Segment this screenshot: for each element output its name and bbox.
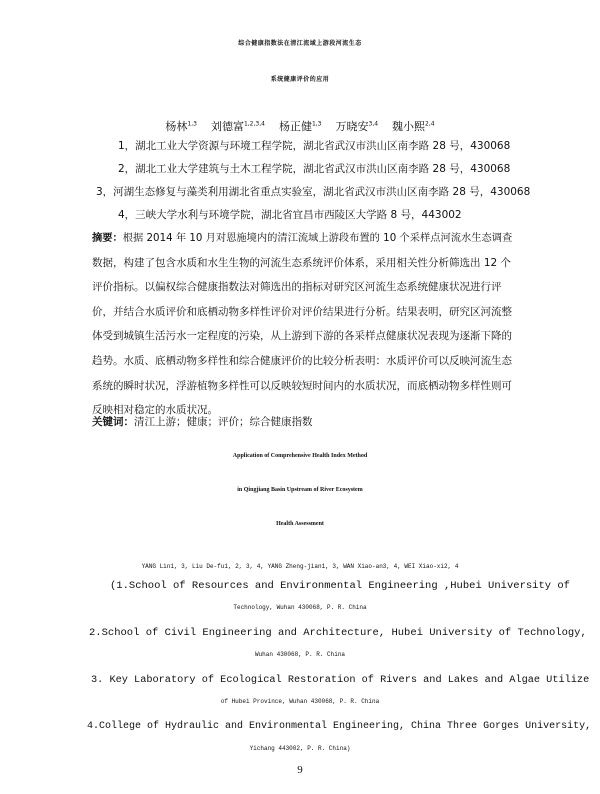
title-cn-line2: 系统健康评价的应用 — [270, 76, 330, 83]
authors-cn — [0, 118, 600, 134]
abstract-line: 数据，构建了包含水质和水生生物的河流生态系统评价体系，采用相关性分析筛选出 12 个 — [92, 256, 512, 269]
author-cn: 杨林 — [165, 120, 188, 133]
affiliation-en-4a: 4.College of Hydraulic and Environmental Engineering, China Three Gorges University, — [87, 721, 592, 732]
keywords-label: 关键词： — [92, 416, 134, 428]
author-cn: 刘德富 — [210, 120, 244, 133]
abstract-line: 评价指标。以偏权综合健康指数法对筛选出的指标对研究区河流生态系统健康状况进行评 — [92, 281, 502, 294]
title-cn-line1: 综合健康指数法在清江流域上游段河流生态 — [238, 40, 362, 47]
author-cn-sup: 1,2,3,4 — [243, 120, 265, 128]
author-cn: 杨正健 — [278, 120, 312, 133]
abstract-line: 反映相对稳定的水质状况。 — [92, 404, 218, 417]
title-en-line1: Application of Comprehensive Health Index Method — [232, 453, 368, 459]
abstract-line: 体受到城镇生活污水一定程度的污染，从上游到下游的各采样点健康状况表现为逐渐下降的 — [92, 330, 512, 343]
author-cn: 魏小熙 — [392, 120, 426, 133]
author-cn-sup: 3,4 — [368, 120, 379, 128]
affiliation-en-3a: 3. Key Laboratory of Ecological Restoration of Rivers and Lakes and Algae Utilize — [91, 674, 590, 686]
affiliation-en-1b: Technology, Wuhan 430068, P. R. China — [233, 604, 367, 611]
abstract-label: 摘要： — [92, 232, 123, 244]
authors-en: YANG Lin1, 3, Liu De-fu1, 2, 3, 4, YANG Zheng-jian1, 3, WAN Xiao-an3, 4, WEI Xiao-xi2, 4 — [141, 563, 459, 570]
affiliation-en-4b: Yichang 443002, P. R. China) — [249, 745, 351, 752]
author-cn-sup: 1,3 — [311, 120, 322, 128]
abstract-cn — [92, 226, 512, 423]
keywords-cn — [92, 414, 313, 429]
page-number: 9 — [297, 764, 303, 776]
abstract-line: 价，并结合水质评价和底栖动物多样性评价对评价结果进行分析。结果表明，研究区河流整 — [92, 305, 512, 318]
affiliation-cn-4: 4，三峡大学水利与环境学院，湖北省宜昌市西陵区大学路 8 号，443002 — [118, 209, 462, 221]
abstract-text: 根据 2014 年 10 月对恩施境内的清江流域上游段布置的 10 个采样点河流水生态调查 — [122, 232, 513, 244]
keywords-text: 清江上游；健康；评价；综合健康指数 — [134, 416, 313, 428]
abstract-line: 系统的瞬时状况，浮游植物多样性可以反映较短时间内的水质状况，而底栖动物多样性则可 — [92, 379, 512, 392]
abstract-line — [92, 226, 512, 251]
affiliation-cn-3: 3，河湖生态修复与藻类利用湖北省重点实验室，湖北省武汉市洪山区南李路 28 号，430068 — [96, 186, 531, 198]
abstract-line: 趋势。水质、底栖动物多样性和综合健康评价的比较分析表明：水质评价可以反映河流生态 — [92, 354, 512, 367]
affiliation-en-3b: of Hubei Province, Wuhan 430068, P. R. China — [220, 698, 380, 705]
author-cn-sup: 1,3 — [187, 120, 197, 128]
title-en-line2: in Qingjiang Basin Upstream of River Ecosystem — [237, 487, 363, 493]
affiliation-en-2b: Wuhan 430068, P. R. China — [254, 651, 345, 658]
affiliation-cn-2: 2，湖北工业大学建筑与土木工程学院，湖北省武汉市洪山区南李路 28 号，430068 — [118, 163, 511, 175]
affiliation-en-2a: 2.School of Civil Engineering and Architecture, Hubei University of Technology, — [89, 627, 587, 639]
author-cn-sup: 2,4 — [425, 120, 435, 128]
affiliation-en-1a: (1.School of Resources and Environmental Engineering ,Hubei University of — [110, 580, 570, 592]
affiliation-cn-1: 1，湖北工业大学资源与环境工程学院，湖北省武汉市洪山区南李路 28 号，430068 — [118, 140, 511, 152]
title-en-line3: Health Assessment — [276, 521, 324, 527]
author-cn: 万晓安 — [335, 120, 369, 133]
